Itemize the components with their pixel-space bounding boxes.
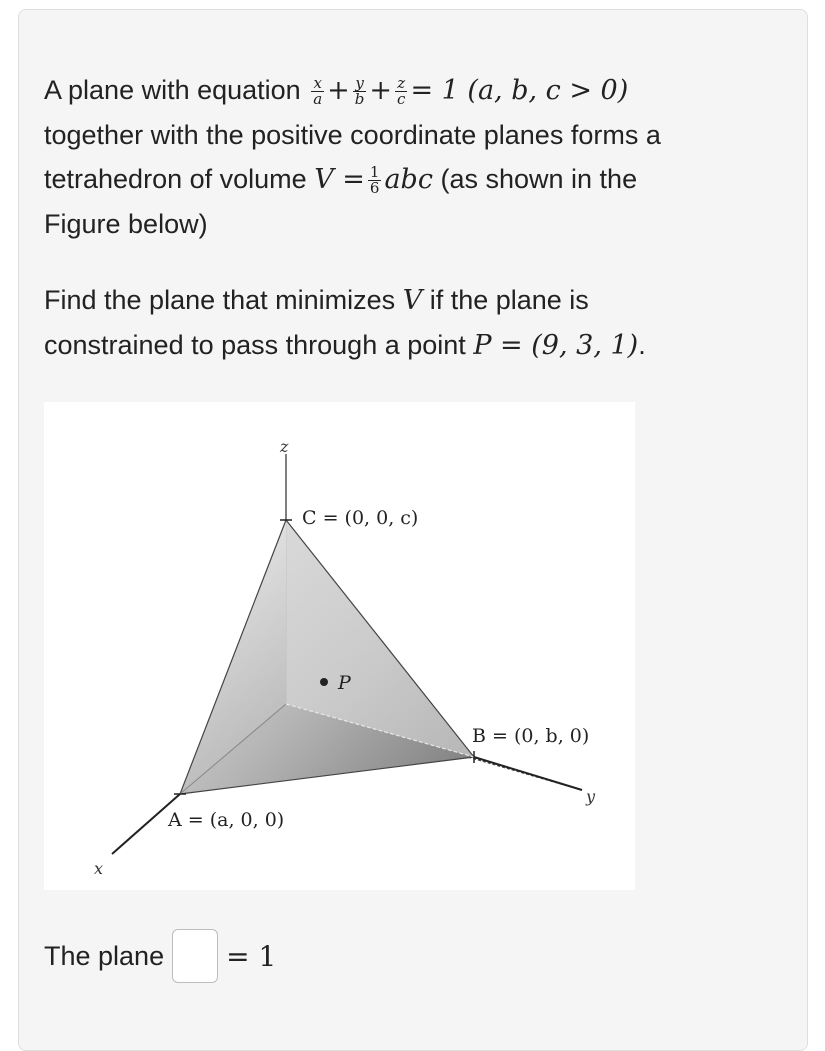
- tetrahedron-figure: [44, 402, 635, 890]
- answer-suffix: = 1: [226, 939, 277, 973]
- answer-prefix: The plane: [44, 940, 165, 971]
- z-axis-label: z: [280, 437, 289, 456]
- fraction-y-over-b: $\frac{y}{b}$: [354, 74, 365, 109]
- task-line-1: Find the plane that minimizes V if the plane is: [44, 285, 589, 316]
- statement-line-2: together with the positive coordinate planes forms a: [44, 120, 661, 150]
- statement-line-3: tetrahedron of volume V = $\frac{1}{6}$ abc (as shown in the: [44, 163, 638, 198]
- answer-row: [44, 926, 276, 986]
- vertex-a-label: A = (a, 0, 0): [168, 809, 285, 831]
- volume-lhs: V =: [314, 164, 365, 195]
- volume-rhs: abc: [384, 164, 433, 195]
- tetrahedron-diagram: [44, 402, 635, 890]
- answer-input[interactable]: [172, 929, 218, 983]
- task-variable: V: [402, 285, 423, 316]
- y-axis-label: y: [586, 787, 596, 806]
- task-line-2: constrained to pass through a point P = (9, 3, 1).: [44, 330, 646, 361]
- vertex-c-label: C = (0, 0, c): [302, 507, 419, 529]
- point-p-definition: P = (9, 3, 1): [473, 330, 639, 361]
- statement-line-4: Figure below): [44, 209, 208, 239]
- statement-prefix: A plane with equation: [44, 75, 301, 105]
- fraction-z-over-c: $\frac{z}{c}$: [397, 74, 406, 109]
- point-p-label: P: [338, 672, 351, 694]
- problem-statement: [44, 68, 764, 246]
- y-axis: [474, 757, 582, 790]
- point-p-dot: [320, 678, 328, 686]
- x-axis-label: x: [94, 859, 104, 878]
- vertex-b-label: B = (0, b, 0): [472, 725, 590, 747]
- statement-line-1: A plane with equation $\frac{x}{a}$ + $\frac{y}{b}$ + $\frac{z}{c}$ = 1 (a, b, c > 0): [44, 74, 629, 109]
- equation-rhs: = 1 (a, b, c > 0): [410, 75, 629, 106]
- fraction-one-sixth: $\frac{1}{6}$: [369, 163, 380, 198]
- problem-task: [44, 278, 764, 368]
- fraction-x-over-a: $\frac{x}{a}$: [313, 74, 323, 109]
